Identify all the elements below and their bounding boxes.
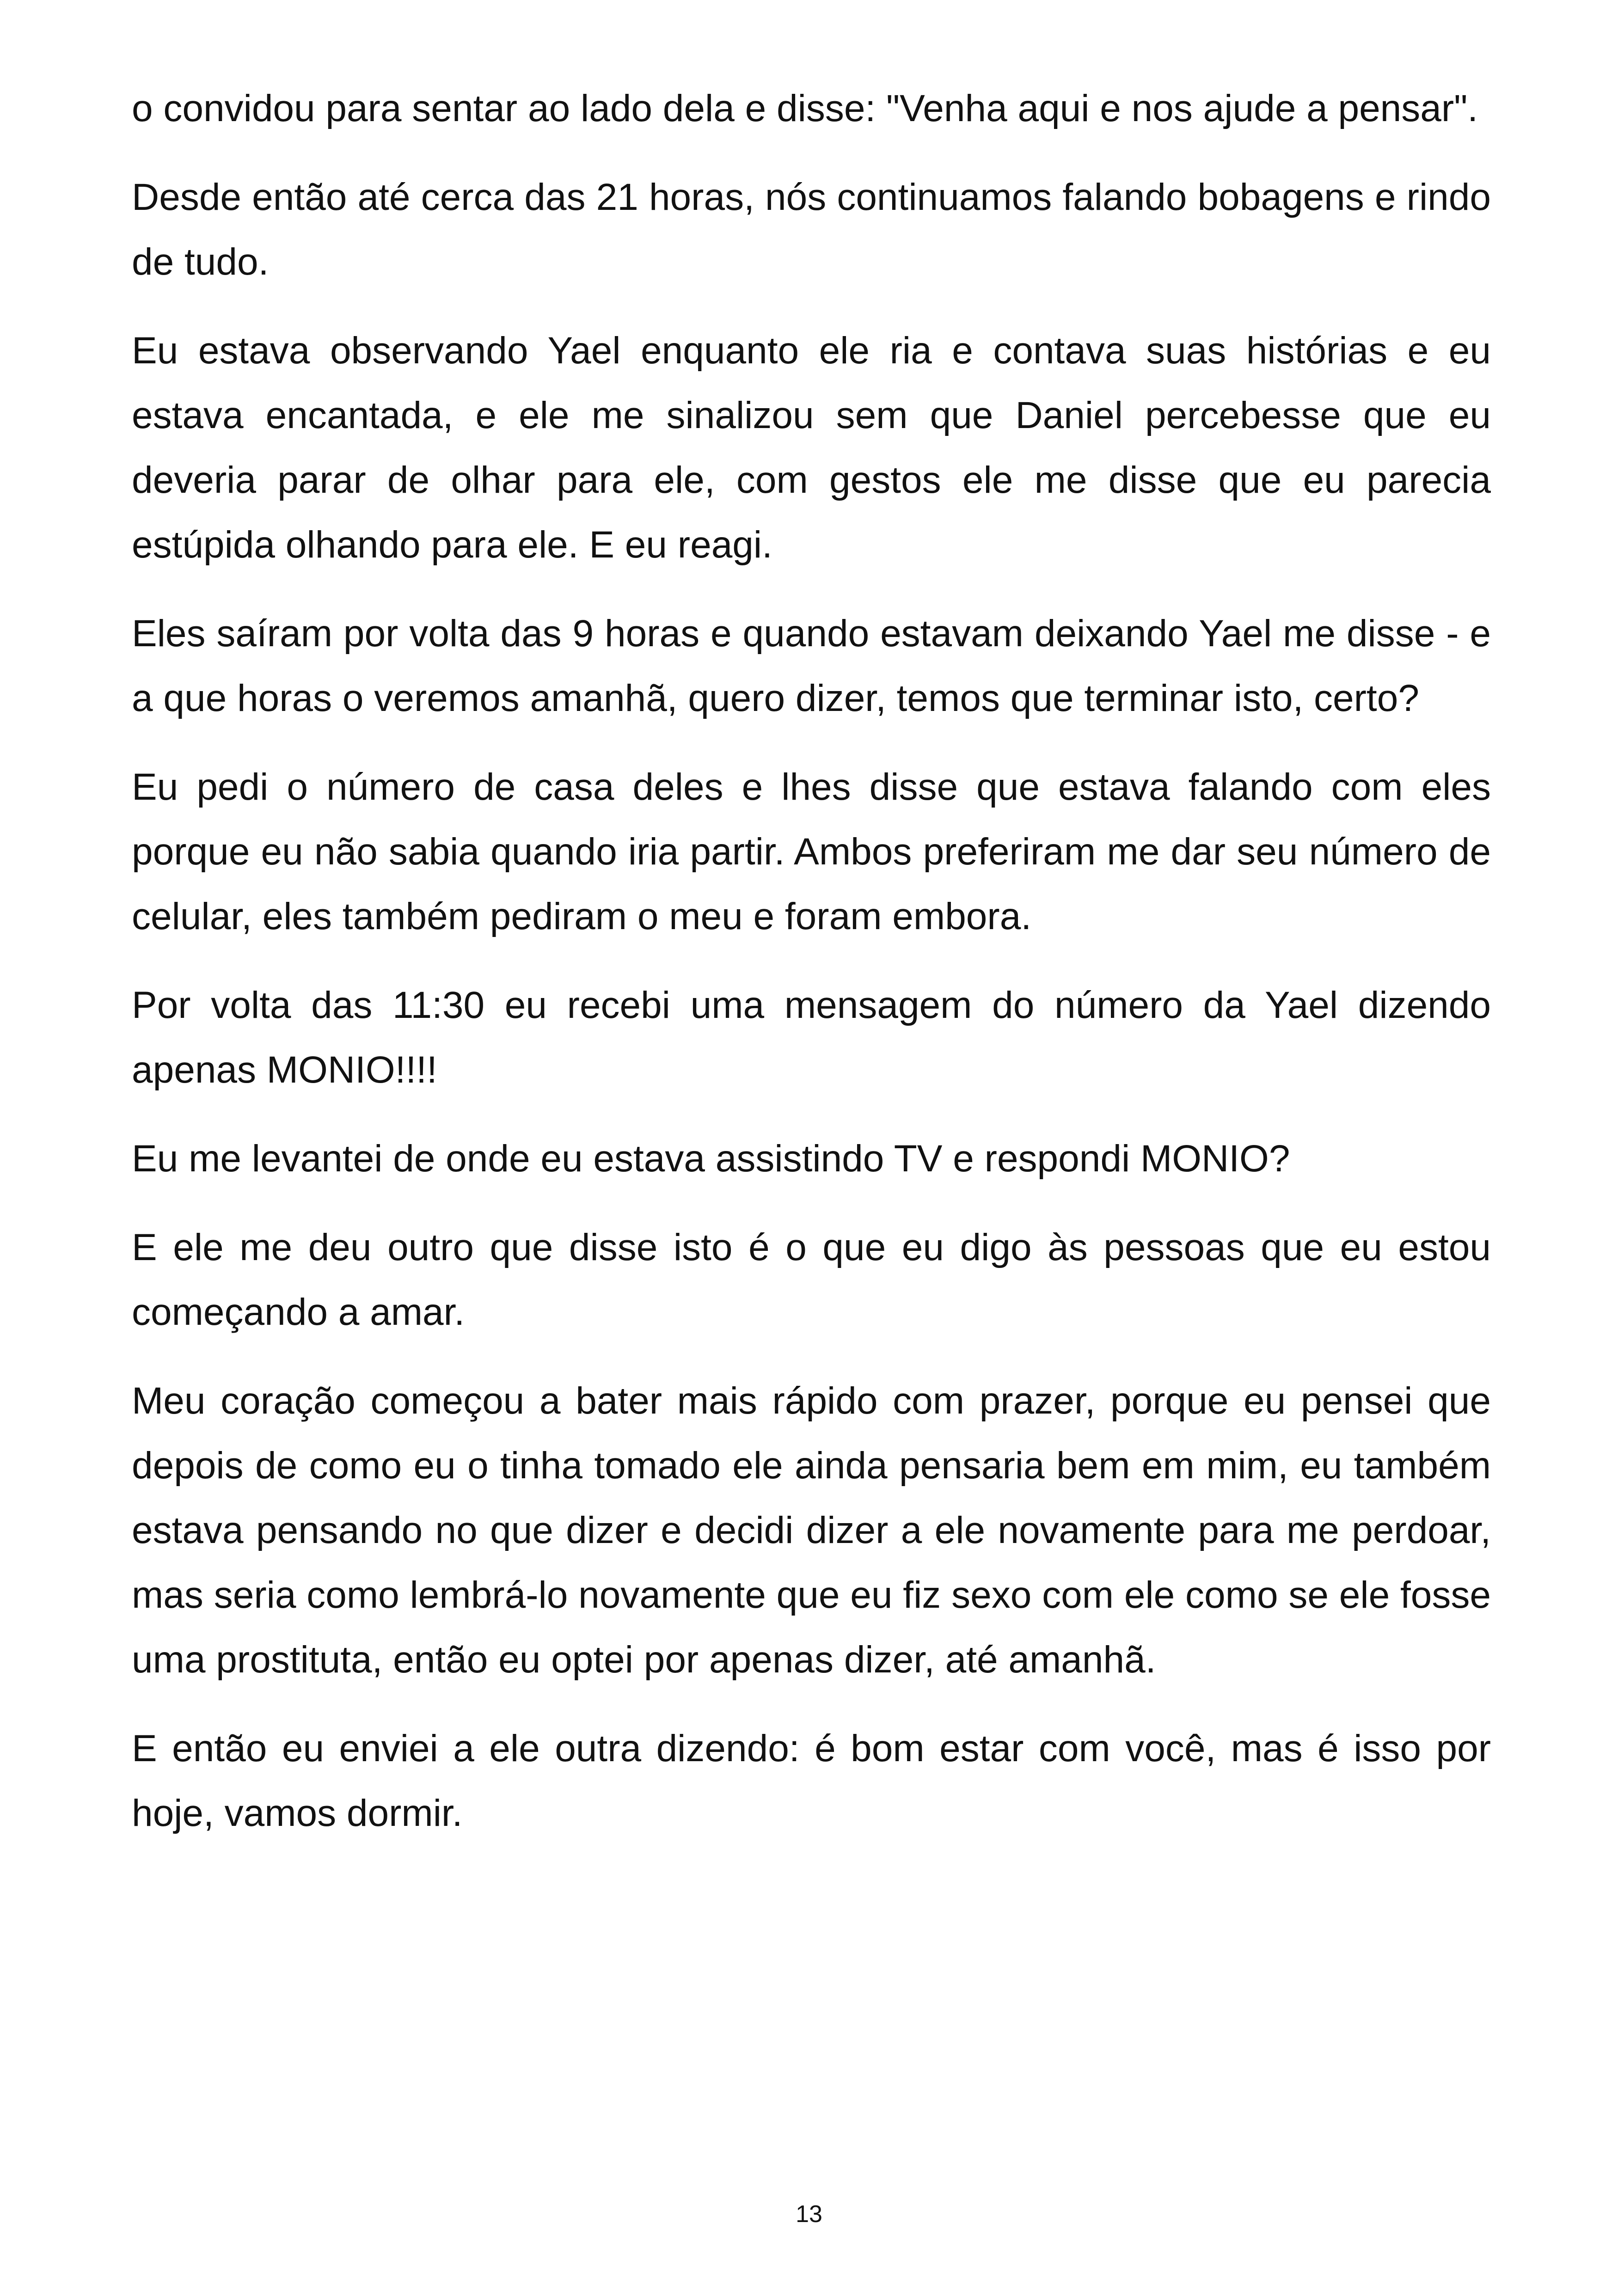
paragraph: Desde então até cerca das 21 horas, nós continuamos falando bobagens e rindo de tudo. <box>132 176 1491 283</box>
page-number: 13 <box>796 2201 822 2228</box>
paragraph: Eu me levantei de onde eu estava assistindo TV e respondi MONIO? <box>132 1138 1290 1180</box>
paragraph: E ele me deu outro que disse isto é o que eu digo às pessoas que eu estou começando a amar. <box>132 1226 1491 1333</box>
paragraph: Eles saíram por volta das 9 horas e quando estavam deixando Yael me disse - e a que horas o veremos amanhã, quero dizer, temos que terminar isto, certo? <box>132 612 1491 719</box>
paragraph: E então eu enviei a ele outra dizendo: é bom estar com você, mas é isso por hoje, vamos dormir. <box>132 1727 1491 1834</box>
paragraph: Por volta das 11:30 eu recebi uma mensagem do número da Yael dizendo apenas MONIO!!!! <box>132 984 1491 1091</box>
paragraph: Meu coração começou a bater mais rápido com prazer, porque eu pensei que depois de como eu o tinha tomado ele ainda pensaria bem em mim, eu também estava pensando no que dizer e decidi dizer a ele novamente para me perdoar, mas seria como lembrá-lo novamente que eu fiz sexo com ele como se ele fosse uma prostituta, então eu optei por apenas dizer, até amanhã. <box>132 1380 1491 1681</box>
page-body <box>132 76 1491 1870</box>
paragraph: Eu pedi o número de casa deles e lhes disse que estava falando com eles porque eu não sabia quando iria partir. Ambos preferiram me dar seu número de celular, eles também pediram o meu e foram embora. <box>132 766 1491 937</box>
paragraph: Eu estava observando Yael enquanto ele ria e contava suas histórias e eu estava encantada, e ele me sinalizou sem que Daniel percebesse que eu deveria parar de olhar para ele, com gestos ele me disse que eu parecia estúpida olhando para ele. E eu reagi. <box>132 330 1491 566</box>
paragraph: o convidou para sentar ao lado dela e disse: "Venha aqui e nos ajude a pensar". <box>132 87 1478 129</box>
